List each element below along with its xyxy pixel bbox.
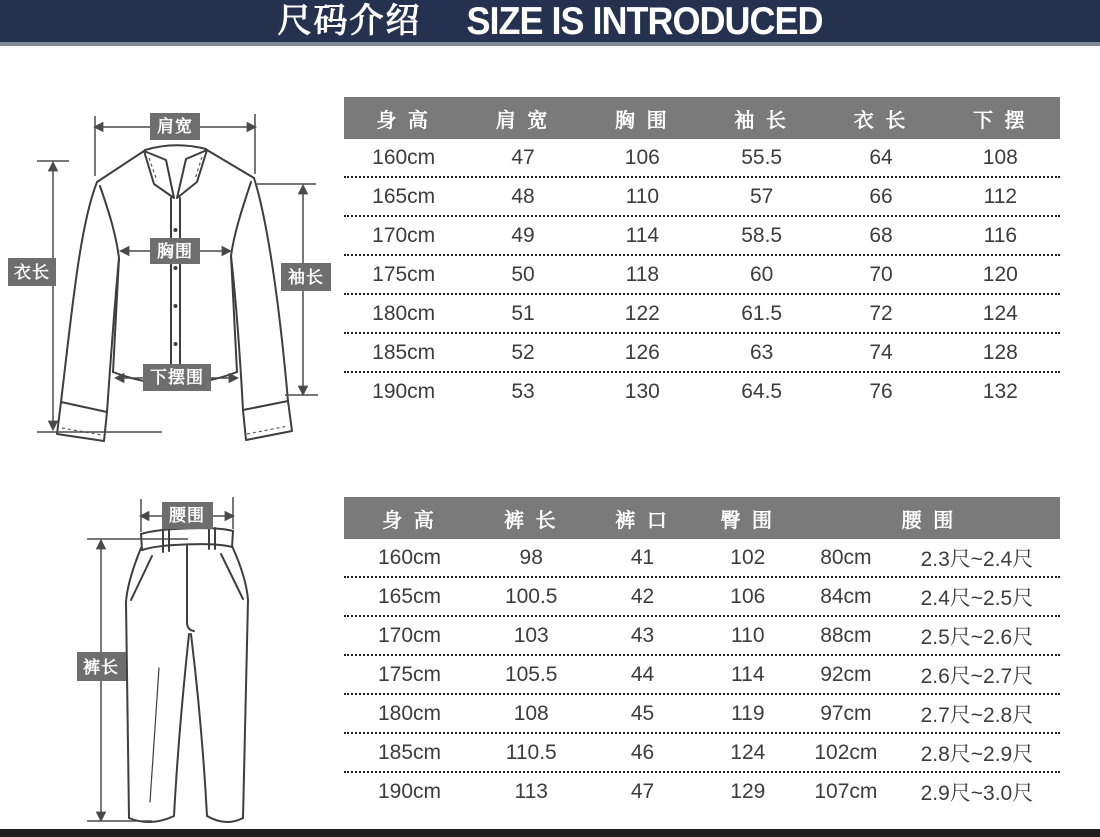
garment-length-label	[8, 258, 56, 286]
chest-label	[150, 238, 200, 264]
table-cell: 92cm	[820, 662, 872, 686]
table-cell: 48	[511, 184, 535, 208]
table-cell: 130	[624, 379, 660, 403]
table-cell: 58.5	[741, 223, 783, 247]
svg-text:下摆围: 下摆围	[150, 368, 204, 387]
pants-table-body	[344, 539, 1060, 810]
table-cell: 52	[511, 340, 535, 364]
table-row	[344, 217, 1060, 256]
table-cell: 68	[869, 223, 893, 247]
column-header-hem: 下 摆	[973, 109, 1028, 132]
table-cell: 132	[982, 379, 1018, 403]
table-cell: 72	[869, 301, 893, 325]
column-header-waist: 腰 围	[901, 509, 957, 532]
table-cell: 114	[625, 223, 660, 247]
shoulder-width-label	[150, 113, 200, 140]
table-row	[344, 734, 1060, 773]
table-cell: 165cm	[377, 584, 442, 608]
pants-table-header-row	[344, 497, 1060, 539]
table-row	[344, 773, 1060, 810]
column-header-shoulder: 肩 宽	[495, 109, 551, 132]
column-header-chest: 胸 围	[615, 109, 670, 132]
table-cell: 41	[630, 545, 655, 569]
table-cell: 126	[624, 340, 660, 364]
table-cell: 185cm	[372, 340, 436, 364]
table-cell: 180cm	[377, 701, 442, 725]
table-cell: 175cm	[372, 262, 436, 286]
table-cell: 110.5	[505, 740, 557, 764]
table-cell: 76	[869, 379, 893, 403]
table-cell: 88cm	[820, 623, 872, 647]
shirt-measurement-diagram	[0, 52, 340, 452]
table-cell: 42	[630, 584, 655, 608]
table-cell: 108	[513, 701, 549, 725]
svg-text:肩宽: 肩宽	[157, 117, 193, 136]
shirt-size-table	[344, 97, 1060, 410]
table-cell: 2.3尺~2.4尺	[920, 547, 1034, 571]
table-cell: 2.4尺~2.5尺	[920, 586, 1034, 610]
table-row	[344, 139, 1060, 178]
shirt-drawing	[57, 145, 292, 441]
table-cell: 110	[625, 184, 660, 208]
table-cell: 2.7尺~2.8尺	[920, 703, 1034, 727]
pants-size-table	[344, 497, 1060, 810]
column-header-leg-opening: 裤 口	[615, 509, 670, 532]
table-cell: 112	[983, 184, 1018, 208]
table-cell: 80cm	[820, 545, 872, 569]
table-cell: 2.9尺~3.0尺	[920, 781, 1034, 805]
table-row	[344, 539, 1060, 578]
table-cell: 46	[630, 740, 655, 764]
table-cell: 190cm	[377, 779, 442, 803]
bottom-divider-strip	[0, 829, 1100, 837]
table-cell: 108	[982, 145, 1018, 169]
column-header-sleeve: 袖 长	[734, 109, 789, 132]
table-row	[344, 256, 1060, 295]
table-cell: 113	[514, 779, 548, 803]
svg-text:腰围: 腰围	[169, 506, 205, 525]
table-cell: 107cm	[814, 779, 878, 803]
table-cell: 2.6尺~2.7尺	[920, 664, 1034, 688]
table-cell: 170cm	[372, 223, 436, 247]
table-cell: 64.5	[741, 379, 783, 403]
table-cell: 165cm	[372, 184, 436, 208]
table-cell: 160cm	[372, 145, 436, 169]
table-cell: 50	[511, 262, 535, 286]
table-cell: 97cm	[820, 701, 872, 725]
table-cell: 102cm	[814, 740, 878, 764]
shirt-table-body	[344, 139, 1060, 410]
table-row	[344, 334, 1060, 373]
garment-length-arrow	[37, 161, 162, 432]
table-cell: 106	[730, 584, 766, 608]
table-cell: 74	[869, 340, 893, 364]
table-row	[344, 578, 1060, 617]
table-cell: 47	[511, 145, 535, 169]
pants-measurement-diagram	[60, 495, 330, 832]
table-cell: 55.5	[741, 145, 783, 169]
table-cell: 170cm	[377, 623, 442, 647]
table-row	[344, 656, 1060, 695]
table-cell: 105.5	[504, 662, 558, 686]
column-header-height: 身 高	[382, 509, 437, 532]
table-row	[344, 178, 1060, 217]
shirt-table-header-row	[344, 97, 1060, 139]
table-cell: 114	[731, 662, 765, 686]
table-cell: 160cm	[377, 545, 442, 569]
table-cell: 64	[869, 145, 893, 169]
pants-length-label	[77, 652, 126, 681]
table-row	[344, 695, 1060, 734]
table-cell: 100.5	[504, 584, 558, 608]
table-cell: 110	[731, 623, 765, 647]
table-cell: 122	[624, 301, 660, 325]
hem-label	[143, 364, 211, 391]
waist-label	[162, 502, 213, 529]
column-header-hip: 臀 围	[720, 509, 776, 532]
table-cell: 190cm	[372, 379, 436, 403]
column-header-pants-length: 裤 长	[503, 509, 559, 532]
sleeve-length-label	[281, 263, 331, 291]
section-banner	[0, 0, 1100, 46]
banner-title-en: SIZE IS INTRODUCED	[466, 0, 823, 43]
table-cell: 63	[749, 340, 774, 364]
table-cell: 116	[983, 223, 1018, 247]
column-header-height: 身 高	[376, 109, 431, 132]
table-cell: 51	[511, 301, 535, 325]
table-cell: 53	[511, 379, 535, 403]
table-cell: 118	[625, 262, 660, 286]
table-cell: 45	[630, 701, 655, 725]
table-cell: 43	[630, 623, 655, 647]
table-cell: 124	[730, 740, 766, 764]
table-cell: 119	[731, 701, 765, 725]
table-cell: 60	[749, 262, 774, 286]
table-cell: 47	[630, 779, 655, 803]
banner-title-zh: 尺码介绍	[277, 2, 422, 40]
table-cell: 124	[982, 301, 1018, 325]
table-cell: 106	[624, 145, 660, 169]
pants-drawing	[126, 528, 248, 822]
svg-text:裤长: 裤长	[83, 658, 119, 677]
svg-text:胸围: 胸围	[157, 242, 193, 261]
table-cell: 98	[519, 545, 543, 569]
table-cell: 57	[749, 184, 774, 208]
table-cell: 2.8尺~2.9尺	[920, 742, 1034, 766]
table-row	[344, 295, 1060, 334]
table-cell: 120	[982, 262, 1018, 286]
table-cell: 61.5	[741, 301, 783, 325]
table-cell: 175cm	[377, 662, 442, 686]
table-cell: 2.5尺~2.6尺	[920, 625, 1034, 649]
table-cell: 103	[513, 623, 549, 647]
table-row	[344, 373, 1060, 410]
table-cell: 185cm	[377, 740, 442, 764]
column-header-length: 衣 长	[853, 109, 909, 132]
svg-text:袖长: 袖长	[288, 268, 324, 287]
svg-text:衣长: 衣长	[14, 263, 50, 282]
table-cell: 128	[982, 340, 1018, 364]
table-cell: 102	[730, 545, 766, 569]
table-cell: 70	[869, 262, 893, 286]
table-cell: 129	[730, 779, 766, 803]
table-cell: 49	[511, 223, 535, 247]
table-cell: 66	[869, 184, 893, 208]
table-cell: 180cm	[372, 301, 436, 325]
table-cell: 44	[630, 662, 655, 686]
table-row	[344, 617, 1060, 656]
table-cell: 84cm	[820, 584, 872, 608]
